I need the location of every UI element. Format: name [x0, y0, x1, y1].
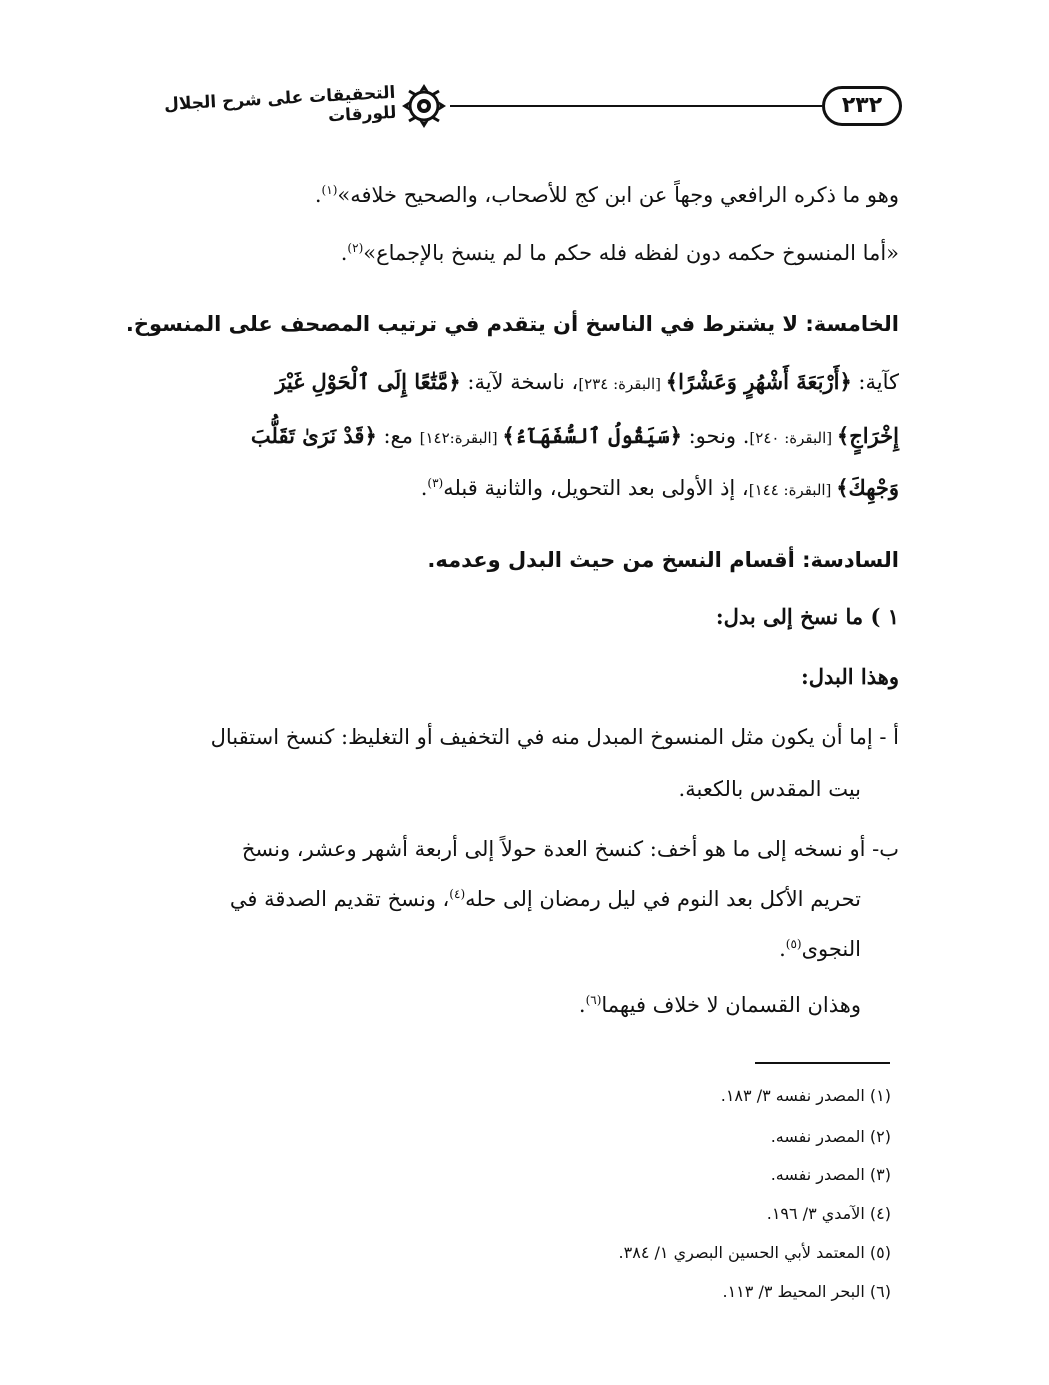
surah-reference: [البقرة: ٢٣٤] [578, 375, 666, 393]
text-span: . [420, 476, 428, 500]
footnote-ref: (٤) [449, 887, 466, 901]
footnote-item: (٣) المصدر نفسه. [770, 1165, 891, 1184]
header-rule [450, 105, 822, 107]
quran-verse: إِخْرَاجٍ﴾ [836, 423, 899, 448]
subsection-heading: ١ ) ما نسخ إلى بدل: [715, 604, 899, 629]
text-span: «أما المنسوخ حكمه دون لفظه فله حكم ما لم ينسخ بالإجماع» [363, 241, 899, 265]
text-line: ب- أو نسخه إلى ما هو أخف: كنسخ العدة حولاً إلى أربعة أشهر وعشر، ونسخ [241, 837, 899, 861]
book-title: التحقيقات على شرح الجلال للورقات [163, 82, 397, 127]
text-line [121, 992, 861, 1019]
text-span: كآية: [851, 370, 899, 394]
text-span: ، ونسخ تقديم الصدقة في [229, 887, 450, 911]
quran-verse: وَجْهِكَ﴾ [836, 475, 899, 500]
text-line [159, 368, 899, 396]
text-span: . [340, 241, 348, 265]
footnote-ref: (١) [321, 183, 338, 197]
text-line [159, 474, 899, 502]
text-span: . [578, 993, 586, 1017]
text-span: تحريم الأكل بعد النوم في ليل رمضان إلى حله [465, 887, 861, 911]
quran-verse: ﴿سَيَقُولُ ٱلسُّفَهَآءُ﴾ [502, 423, 682, 448]
footnote-ref: (٥) [785, 937, 802, 951]
text-span: مع: [376, 424, 420, 448]
footnote-item: (٤) الآمدي ٣/ ١٩٦. [766, 1204, 891, 1223]
text-span: وهذان القسمان لا خلاف فيهما [601, 993, 861, 1017]
footnote-ref: (٣) [427, 476, 444, 490]
surah-reference: [البقرة:١٤٢] [419, 429, 503, 447]
surah-reference: [البقرة: ١٤٤] [748, 481, 837, 499]
ornament-icon [398, 80, 450, 132]
text-span: . ونحو: [681, 424, 750, 448]
text-span: . [779, 937, 786, 961]
text-line [121, 936, 861, 963]
footnote-item: (١) المصدر نفسه ٣/ ١٨٣. [720, 1086, 891, 1105]
footnote-ref: (٦) [585, 993, 602, 1007]
quran-verse: ﴿أَرْبَعَةَ أَشْهُرٍ وَعَشْرًا﴾ [665, 369, 852, 394]
page-header [120, 80, 910, 136]
text-line [159, 422, 899, 450]
text-line [159, 182, 899, 209]
footnote-ref: (٢) [347, 241, 364, 255]
text-line [159, 240, 899, 267]
text-span: وهو ما ذكره الرافعي وجهاً عن ابن كج للأصحاب، والصحيح خلافه» [337, 183, 899, 207]
subsection-heading: وهذا البدل: [801, 664, 899, 689]
text-line: بيت المقدس بالكعبة. [678, 777, 861, 801]
text-span: النجوى [801, 937, 861, 961]
quran-verse: ﴿مَّتَٰعًا إِلَى ٱلْحَوْلِ غَيْرَ [275, 369, 461, 394]
section-heading: الخامسة: لا يشترط في الناسخ أن يتقدم في ترتيب المصحف على المنسوخ. [125, 312, 899, 336]
text-span: . [314, 183, 322, 207]
footnote-item: (٢) المصدر نفسه. [770, 1127, 891, 1146]
section-heading: السادسة: أقسام النسخ من حيث البدل وعدمه. [427, 548, 899, 572]
footnote-separator [755, 1062, 890, 1064]
footnote-item: (٦) البحر المحيط ٣/ ١١٣. [722, 1282, 891, 1301]
footnote-item: (٥) المعتمد لأبي الحسين البصري ١/ ٣٨٤. [618, 1243, 891, 1262]
text-line: أ - إما أن يكون مثل المنسوخ المبدل منه في التخفيف أو التغليظ: كنسخ استقبال [210, 725, 899, 749]
quran-verse: ﴿قَدْ نَرَىٰ تَقَلُّبَ [250, 423, 377, 448]
text-span: ، ناسخة لآية: [460, 370, 579, 394]
text-line [121, 886, 861, 913]
text-span: ، إذ الأولى بعد التحويل، والثانية قبله [443, 476, 749, 500]
surah-reference: [البقرة: ٢٤٠] [749, 429, 837, 447]
page-number: ٢٣٢ [822, 86, 902, 126]
